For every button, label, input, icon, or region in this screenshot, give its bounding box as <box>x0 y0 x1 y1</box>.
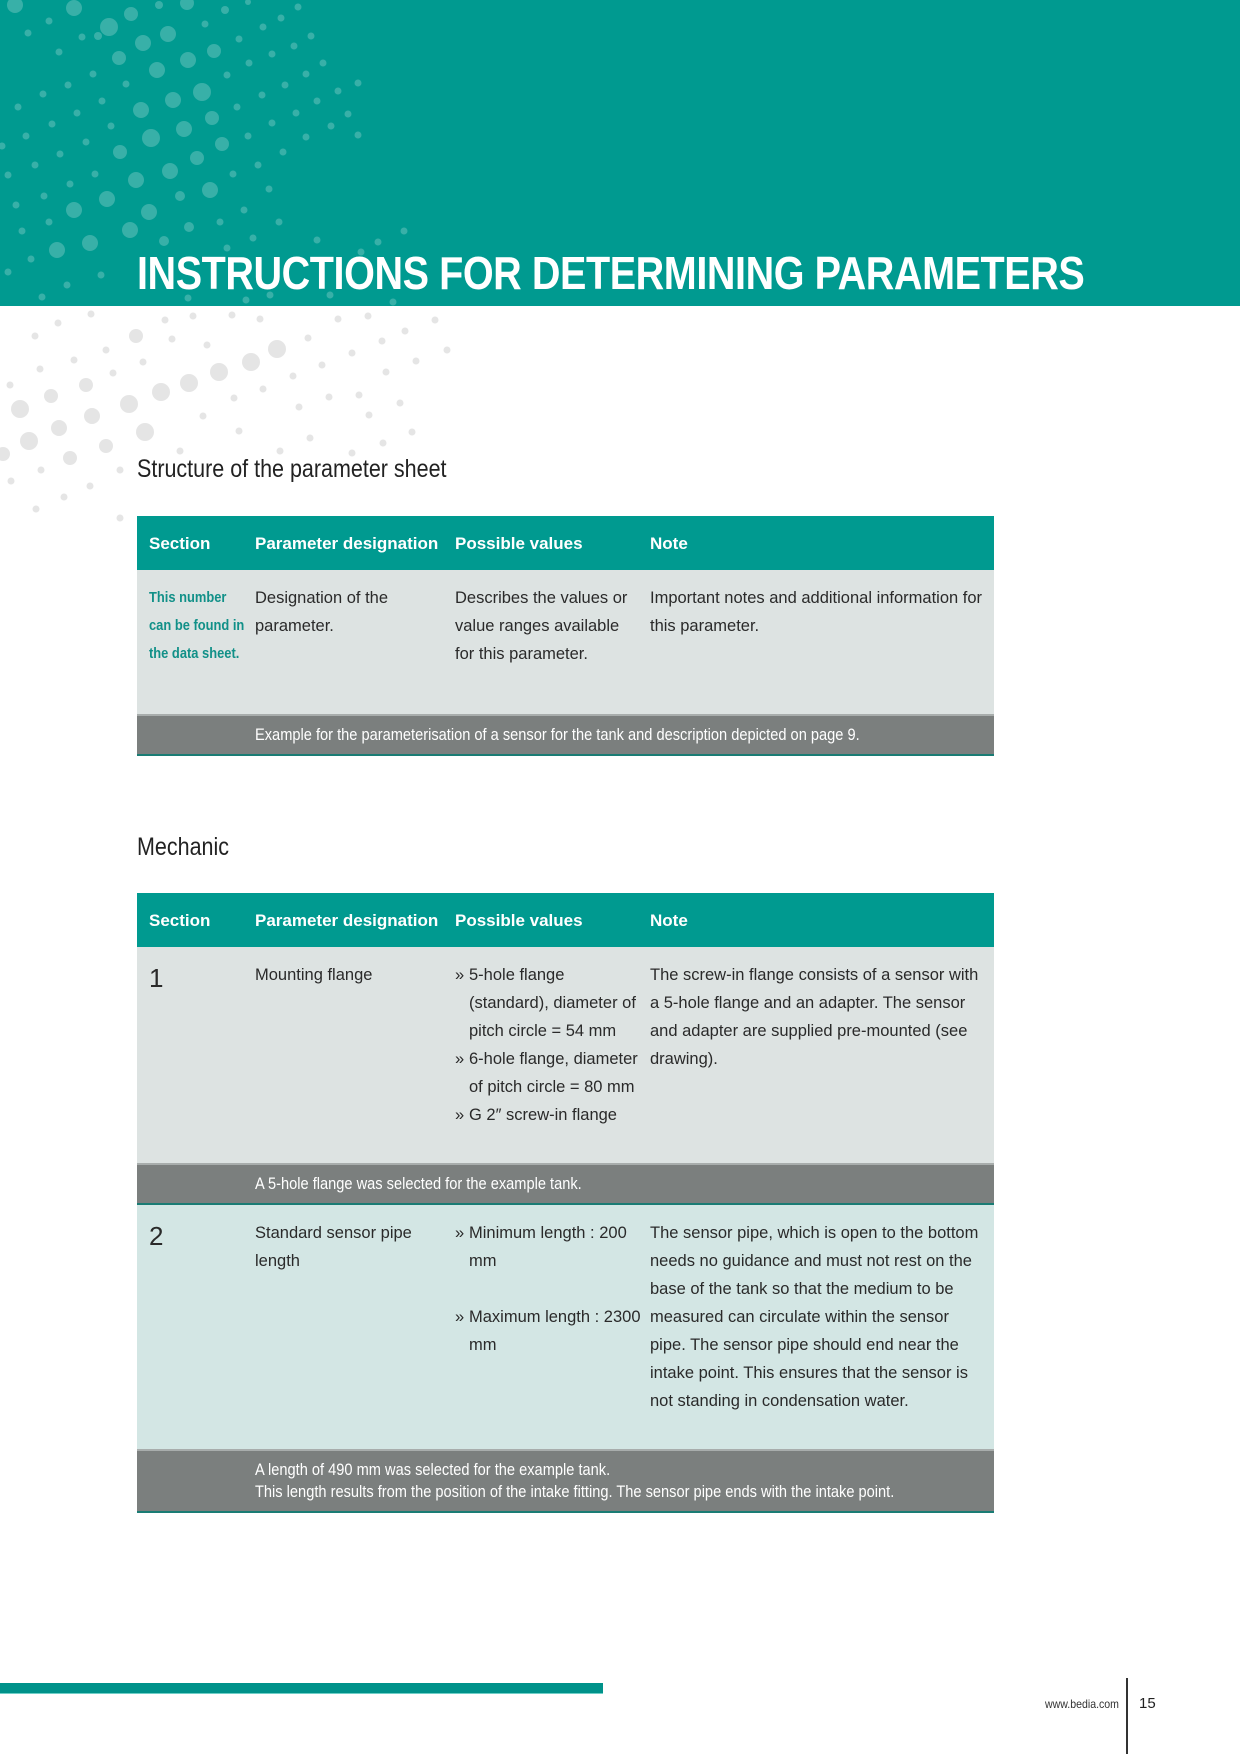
mechanic-heading: Mechanic <box>137 833 230 861</box>
bullet-icon: » <box>455 1106 465 1124</box>
table-header <box>137 893 994 947</box>
bullet-icon: » <box>455 966 465 984</box>
cell-note: The sensor pipe, which is open to the bottom needs no guidance and must not rest on the base of the tank so that the medium to be measured can circulate within the sensor pipe. The sensor pipe should end near the intake point. This ensures that the sensor is not standing in condensation water. <box>650 1224 979 1410</box>
cell-values <box>455 1219 650 1415</box>
table-row <box>137 570 994 714</box>
column-header-note: Note <box>650 911 688 930</box>
column-header-section: Section <box>149 911 211 930</box>
table-row <box>137 947 994 1163</box>
cell-designation: Mounting flange <box>255 966 373 984</box>
column-header-values: Possible values <box>455 534 583 553</box>
example-note-bar <box>137 714 994 754</box>
value-item: » G 2″ screw-in flange <box>455 1101 642 1129</box>
column-header-designation: Parameter designation <box>255 534 439 553</box>
cell-section-number: 1 <box>149 963 164 993</box>
example-note-line-2: This length results from the position of the intake fitting. The sensor pipe ends with the intake point. <box>255 1482 895 1501</box>
value-item: » 6-hole flange, diameter of pitch circle = 80 mm <box>455 1045 642 1101</box>
page-title: INSTRUCTIONS FOR DETERMINING PARAMETERS <box>137 247 1085 299</box>
column-header-designation: Parameter designation <box>255 911 439 930</box>
structure-heading: Structure of the parameter sheet <box>137 455 447 483</box>
bullet-icon: » <box>455 1050 465 1068</box>
example-note-bar <box>137 1449 994 1511</box>
footer-accent-bar <box>0 1683 603 1694</box>
section-hint-text: This number can be found in the data sheet. <box>149 589 245 662</box>
cell-values <box>455 961 650 1129</box>
value-item: » Maximum length : 2300 mm <box>455 1303 642 1359</box>
example-note-bar <box>137 1163 994 1203</box>
cell-section <box>137 584 255 668</box>
value-item: » 5-hole flange (standard), diameter of pitch circle = 54 mm <box>455 961 642 1045</box>
example-note-text: A 5-hole flange was selected for the example tank. <box>255 1174 582 1193</box>
mechanic-table <box>137 893 994 1513</box>
cell-values: Describes the values or value ranges available for this parameter. <box>455 589 628 663</box>
column-header-section: Section <box>149 534 211 553</box>
value-item: » Minimum length : 200 mm <box>455 1219 642 1275</box>
header-banner <box>0 0 1240 306</box>
example-note-text: Example for the parameterisation of a sensor for the tank and description depicted on page 9. <box>255 725 860 744</box>
structure-table <box>137 516 994 756</box>
page-number: 15 <box>1139 1695 1156 1712</box>
table-row <box>137 1203 994 1449</box>
cell-designation: Standard sensor pipe length <box>255 1224 412 1270</box>
footer-website-link[interactable]: www.bedia.com <box>1045 1697 1119 1711</box>
column-header-note: Note <box>650 534 688 553</box>
table-header <box>137 516 994 570</box>
cell-designation: Designation of the parameter. <box>255 589 389 635</box>
column-header-values: Possible values <box>455 911 583 930</box>
cell-note: Important notes and additional information for this parameter. <box>650 589 983 635</box>
bullet-icon: » <box>455 1308 465 1326</box>
example-note-line-1: A length of 490 mm was selected for the example tank. <box>255 1460 611 1479</box>
cell-section-number: 2 <box>149 1221 164 1251</box>
cell-note: The screw-in flange consists of a sensor with a 5-hole flange and an adapter. The sensor and adapter are supplied pre-mounted (see drawing). <box>650 966 979 1068</box>
bullet-icon: » <box>455 1224 465 1242</box>
footer-divider <box>1126 1678 1128 1754</box>
